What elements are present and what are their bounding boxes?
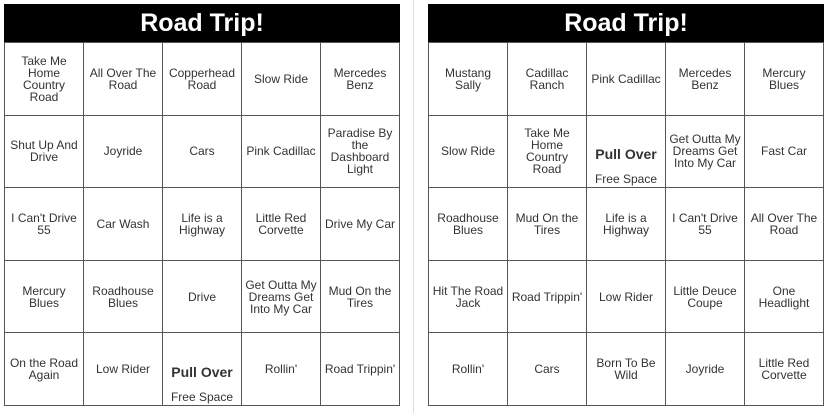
free-space-subtitle: Free Space xyxy=(594,172,658,187)
bingo-cell: Life is a Highway xyxy=(587,188,666,261)
bingo-cell: Mustang Sally xyxy=(429,43,508,116)
bingo-cell: Fast Car xyxy=(745,116,824,189)
bingo-cell: Slow Ride xyxy=(429,116,508,189)
bingo-cell: Road Trippin' xyxy=(321,333,400,406)
card-divider xyxy=(413,0,414,413)
bingo-cell: Drive My Car xyxy=(321,188,400,261)
bingo-cell: Little Red Corvette xyxy=(745,333,824,406)
bingo-cell: Joyride xyxy=(84,116,163,189)
bingo-cell: Cars xyxy=(508,333,587,406)
card-title: Road Trip! xyxy=(428,4,824,42)
bingo-cell: Cadillac Ranch xyxy=(508,43,587,116)
bingo-cell: Roadhouse Blues xyxy=(429,188,508,261)
bingo-cell: I Can't Drive 55 xyxy=(666,188,745,261)
bingo-cell: Mercedes Benz xyxy=(666,43,745,116)
free-space-title: Pull Over xyxy=(595,146,657,163)
free-space-cell xyxy=(163,333,242,406)
bingo-cell: Slow Ride xyxy=(242,43,321,116)
bingo-grid xyxy=(428,42,824,406)
bingo-cell: Mercury Blues xyxy=(745,43,824,116)
bingo-cell: Mercury Blues xyxy=(5,261,84,334)
bingo-cell: Copperhead Road xyxy=(163,43,242,116)
bingo-card-1 xyxy=(4,4,400,406)
bingo-cell: Cars xyxy=(163,116,242,189)
card-title: Road Trip! xyxy=(4,4,400,42)
free-space-subtitle: Free Space xyxy=(170,389,234,404)
bingo-cell: Get Outta My Dreams Get Into My Car xyxy=(242,261,321,334)
bingo-card-2 xyxy=(428,4,824,406)
bingo-cell: I Can't Drive 55 xyxy=(5,188,84,261)
bingo-cell: One Headlight xyxy=(745,261,824,334)
bingo-cell: All Over The Road xyxy=(745,188,824,261)
bingo-cell: Low Rider xyxy=(84,333,163,406)
bingo-cell: Joyride xyxy=(666,333,745,406)
bingo-cell: Hit The Road Jack xyxy=(429,261,508,334)
bingo-cell: Mercedes Benz xyxy=(321,43,400,116)
bingo-cell: Get Outta My Dreams Get Into My Car xyxy=(666,116,745,189)
bingo-cell: Pink Cadillac xyxy=(587,43,666,116)
bingo-grid xyxy=(4,42,400,406)
bingo-cell: Car Wash xyxy=(84,188,163,261)
bingo-cell: Mud On the Tires xyxy=(508,188,587,261)
bingo-cell: Low Rider xyxy=(587,261,666,334)
bingo-cell: Roadhouse Blues xyxy=(84,261,163,334)
bingo-cell: On the Road Again xyxy=(5,333,84,406)
free-space-title: Pull Over xyxy=(171,364,233,381)
bingo-cell: Born To Be Wild xyxy=(587,333,666,406)
bingo-cell: Mud On the Tires xyxy=(321,261,400,334)
bingo-cell: Road Trippin' xyxy=(508,261,587,334)
free-space-cell xyxy=(587,116,666,189)
bingo-cell: Drive xyxy=(163,261,242,334)
bingo-cell: Take Me Home Country Road xyxy=(5,43,84,116)
bingo-cell: Little Red Corvette xyxy=(242,188,321,261)
bingo-cell: Shut Up And Drive xyxy=(5,116,84,189)
bingo-cell: Little Deuce Coupe xyxy=(666,261,745,334)
bingo-cell: Paradise By the Dashboard Light xyxy=(321,116,400,189)
bingo-cell: Take Me Home Country Road xyxy=(508,116,587,189)
bingo-cell: Pink Cadillac xyxy=(242,116,321,189)
bingo-cell: Rollin' xyxy=(429,333,508,406)
bingo-cell: All Over The Road xyxy=(84,43,163,116)
bingo-cell: Rollin' xyxy=(242,333,321,406)
bingo-cell: Life is a Highway xyxy=(163,188,242,261)
